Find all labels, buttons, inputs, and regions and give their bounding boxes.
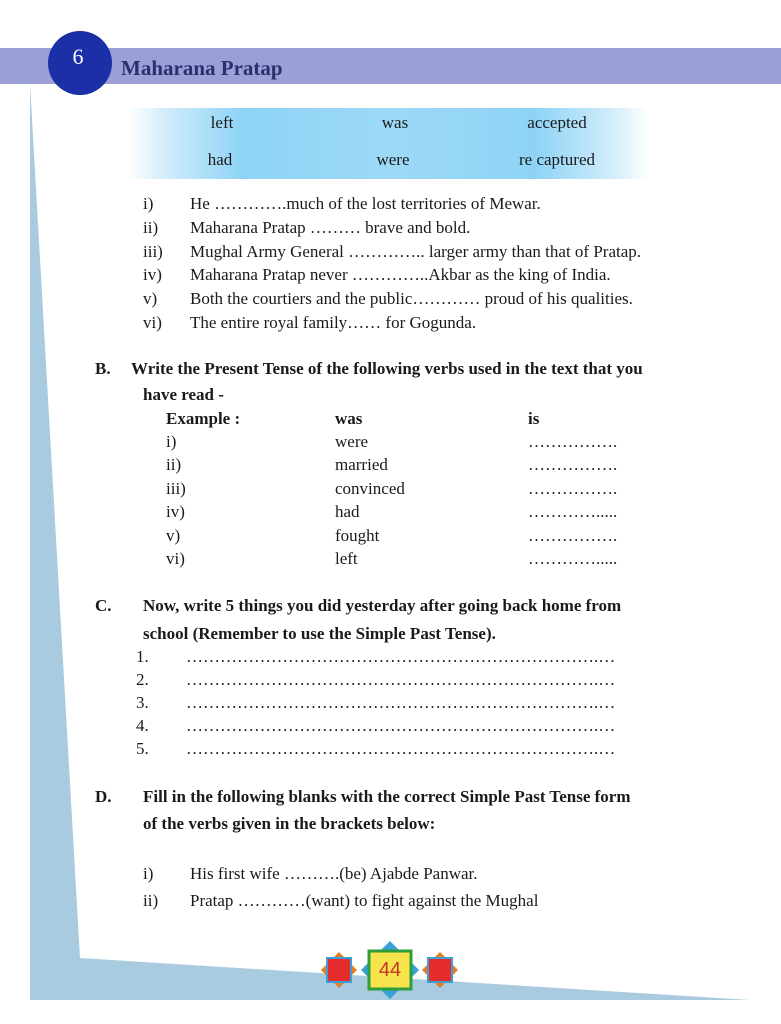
section-instruction: school (Remember to use the Simple Past Tense). — [143, 624, 496, 643]
section-instruction: Now, write 5 things you did yesterday after going back home from — [143, 596, 622, 615]
word-box-word: accepted — [527, 113, 587, 132]
item-number: 5. — [136, 739, 149, 758]
item-number: v) — [166, 526, 181, 545]
item-number: i) — [166, 432, 177, 451]
section-instruction: of the verbs given in the brackets below: — [143, 814, 436, 833]
verb: fought — [335, 526, 380, 545]
item-number: ii) — [143, 891, 159, 910]
word-box-word: re captured — [519, 150, 595, 169]
item-number: ii) — [143, 218, 159, 237]
example-present: is — [528, 409, 540, 428]
item-number: iii) — [166, 479, 186, 498]
exercise-sentence: Mughal Army General ………….. larger army than that of Pratap. — [190, 242, 642, 261]
chapter-title: Maharana Pratap — [121, 56, 283, 80]
verb: married — [335, 455, 388, 474]
word-box-word: left — [210, 113, 234, 132]
item-number: 4. — [136, 716, 149, 735]
answer-blank: ……………. — [528, 432, 618, 451]
exercise-sentence: Both the courtiers and the public………… proud of his qualities. — [190, 289, 633, 308]
item-number: ii) — [166, 455, 182, 474]
exercise-sentence: His first wife ……….(be) Ajabde Panwar. — [190, 864, 478, 883]
example-label: Example : — [166, 409, 241, 428]
item-number: 3. — [136, 693, 149, 712]
exercise-sentence: Maharana Pratap ……… brave and bold. — [190, 218, 471, 237]
word-box-word: was — [381, 113, 409, 132]
header-band — [0, 48, 781, 84]
exercise-sentence: Maharana Pratap never …………..Akbar as the king of India. — [190, 265, 611, 284]
answer-blank: ……………………………………………………………….… — [186, 693, 616, 712]
section-instruction: have read - — [143, 385, 224, 404]
chapter-number: 6 — [72, 44, 84, 69]
word-box-word: were — [376, 150, 410, 169]
answer-blank: …………..... — [528, 502, 618, 521]
answer-blank: ……………. — [528, 455, 618, 474]
item-number: 1. — [136, 647, 149, 666]
item-number: iii) — [143, 242, 163, 261]
page-number: 44 — [378, 959, 402, 981]
answer-blank: ……………………………………………………………….… — [186, 716, 616, 735]
exercise-sentence: He ………….much of the lost territories of Mewar. — [190, 194, 541, 213]
item-number: iv) — [166, 502, 185, 521]
example-past: was — [335, 409, 363, 428]
answer-blank: ……………………………………………………………….… — [186, 670, 616, 689]
section-letter: B. — [95, 359, 111, 378]
answer-blank: ……………………………………………………………….… — [186, 647, 616, 666]
answer-blank: …………..... — [528, 549, 618, 568]
item-number: v) — [143, 289, 158, 308]
section-instruction: Write the Present Tense of the following verbs used in the text that you — [131, 359, 643, 378]
exercise-sentence: The entire royal family…… for Gogunda. — [190, 313, 477, 332]
answer-blank: ……………. — [528, 526, 618, 545]
right-square-icon — [428, 958, 452, 982]
verb: left — [335, 549, 358, 568]
item-number: iv) — [143, 265, 162, 284]
word-box-word: had — [207, 150, 233, 169]
item-number: i) — [143, 864, 154, 883]
answer-blank: ……………………………………………………………….… — [186, 739, 616, 758]
item-number: vi) — [143, 313, 162, 332]
item-number: i) — [143, 194, 154, 213]
section-instruction: Fill in the following blanks with the correct Simple Past Tense form — [143, 787, 631, 806]
verb: were — [335, 432, 369, 451]
chapter-number-badge — [48, 31, 112, 95]
exercise-sentence: Pratap …………(want) to fight against the Mughal — [190, 891, 539, 910]
item-number: vi) — [166, 549, 185, 568]
section-letter: D. — [95, 787, 112, 806]
item-number: 2. — [136, 670, 149, 689]
left-square-icon — [327, 958, 351, 982]
section-letter: C. — [95, 596, 112, 615]
verb: had — [335, 502, 360, 521]
answer-blank: ……………. — [528, 479, 618, 498]
word-box — [128, 108, 650, 179]
verb: convinced — [335, 479, 405, 498]
